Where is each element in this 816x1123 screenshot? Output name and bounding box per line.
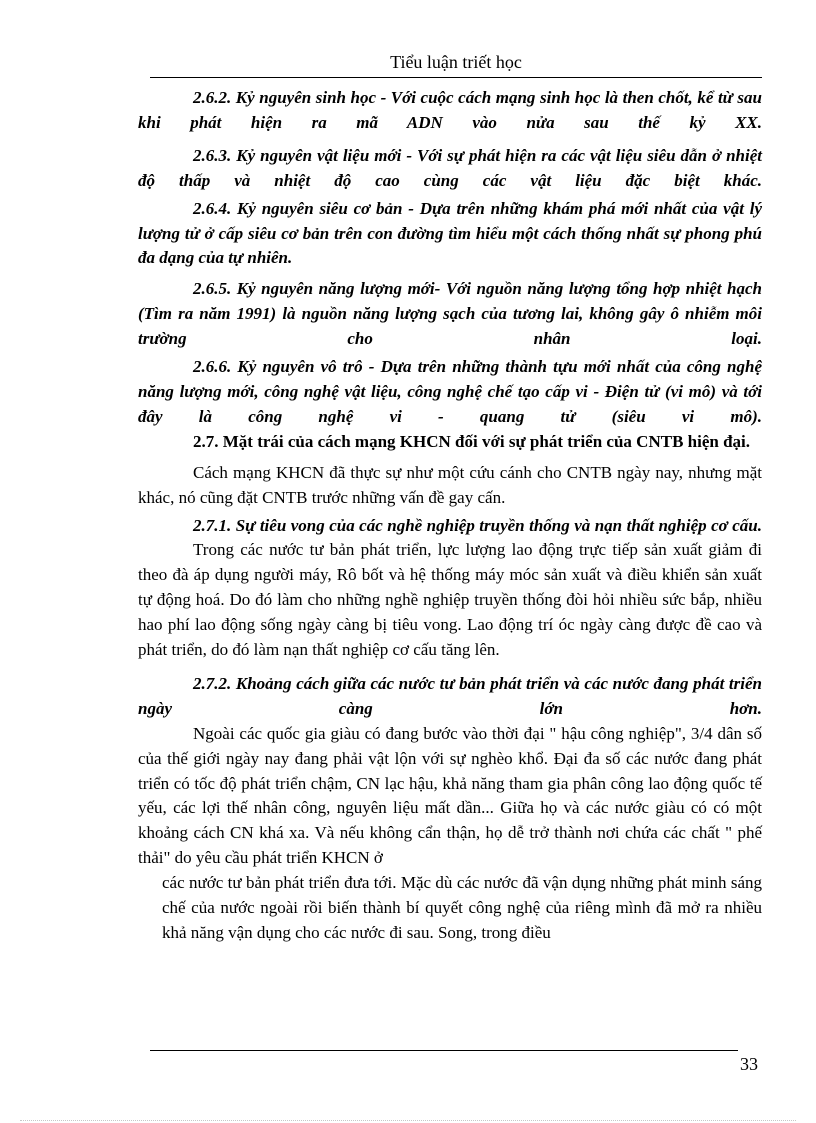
section-2-6-6: 2.6.6. Kỷ nguyên vô trô - Dựa trên những thành tựu mới nhất của công nghệ năng lượng mới, công nghệ vật liệu, công nghệ chế tạo cấp vi - Điện tử (vi mô) và tới đây là công nghệ vi - quang tử (siêu vi mô).: [138, 357, 762, 426]
section-2-7-1-paragraph: Trong các nước tư bản phát triển, lực lượng lao động trực tiếp sản xuất giảm đi theo đà áp dụng người máy, Rô bốt và hệ thống máy móc sản xuất và điều khiển sản xuất tự động hoá. Do đó làm cho những nghề nghiệp truyền thống đòi hỏi nhiều sức bắp, nhiều hao phí lao động sống ngày càng bị tiêu vong. Lao động trí óc ngày càng được đề cao và phát triển, do đó làm nạn thất nghiệp cơ cấu tăng lên.: [138, 540, 762, 660]
section-2-7-heading: 2.7. Mặt trái của cách mạng KHCN đối với sự phát triển của CNTB hiện đại.: [193, 431, 751, 451]
footer-rule: [150, 1050, 738, 1051]
document-body: [138, 86, 762, 946]
section-2-6-4: 2.6.4. Kỷ nguyên siêu cơ bản - Dựa trên những khám phá mới nhất của vật lý lượng tử ở cấp siêu cơ bản trên con đường tìm hiểu một cách thống nhất sự phong phú đa dạng của tự nhiên.: [138, 198, 762, 268]
section-2-6-2: 2.6.2. Kỷ nguyên sinh học - Với cuộc cách mạng sinh học là then chốt, kể từ sau khi phát hiện ra mã ADN vào nửa sau thế kỷ XX.: [138, 88, 762, 132]
section-2-7-2-paragraph: Ngoài các quốc gia giàu có đang bước vào thời đại " hậu công nghiệp", 3/4 dân số của thế giới ngày nay đang phải vật lộn với sự nghèo khổ. Đại đa số các nước đang phát triển có tốc độ phát triển chậm, CN lạc hậu, khả năng tham gia phân công lao động quốc tế yếu, các lợi thế nhân công, nguyên liệu mất dần... Giữa họ và các nước giàu có có một khoảng cách CN khá xa. Và nếu không cẩn thận, họ dễ trở thành nơi chứa các chất " phế thải" do yêu cầu phát triển KHCN ở: [138, 723, 762, 868]
section-2-7-2-continuation: các nước tư bản phát triển đưa tới. Mặc dù các nước đã vận dụng những phát minh sáng chế của nước ngoài rồi biến thành bí quyết công nghệ của riêng mình đã mở ra nhiều khả năng vận dụng cho các nước đi sau. Song, trong điều: [162, 873, 762, 942]
section-2-6-3: 2.6.3. Kỷ nguyên vật liệu mới - Với sự phát hiện ra các vật liệu siêu dẫn ở nhiệt độ thấp và nhiệt độ cao cùng các vật liệu đặc biệt khác.: [138, 145, 762, 190]
section-2-6-5: 2.6.5. Kỷ nguyên năng lượng mới- Với nguồn năng lượng tổng hợp nhiệt hạch (Tìm ra năm 1991) là nguồn năng lượng sạch của tương lai, không gây ô nhiễm môi trường cho nhân loại.: [138, 279, 762, 349]
page-edge-dotted-line: [20, 1120, 796, 1121]
section-2-7-1-heading: 2.7.1. Sự tiêu vong của các nghề nghiệp truyền thống và nạn thất nghiệp cơ cấu.: [193, 515, 762, 535]
page-header: Tiểu luận triết học: [390, 52, 522, 72]
header-rule: [150, 77, 762, 78]
section-2-7-2-heading: 2.7.2. Khoảng cách giữa các nước tư bản phát triển và các nước đang phát triển ngày càng lớn hơn.: [138, 673, 762, 718]
section-2-7-paragraph: Cách mạng KHCN đã thực sự như một cứu cánh cho CNTB ngày nay, nhưng mặt khác, nó cũng đặt CNTB trước những vấn đề gay cấn.: [138, 462, 762, 507]
page-number: 33: [740, 1054, 758, 1074]
